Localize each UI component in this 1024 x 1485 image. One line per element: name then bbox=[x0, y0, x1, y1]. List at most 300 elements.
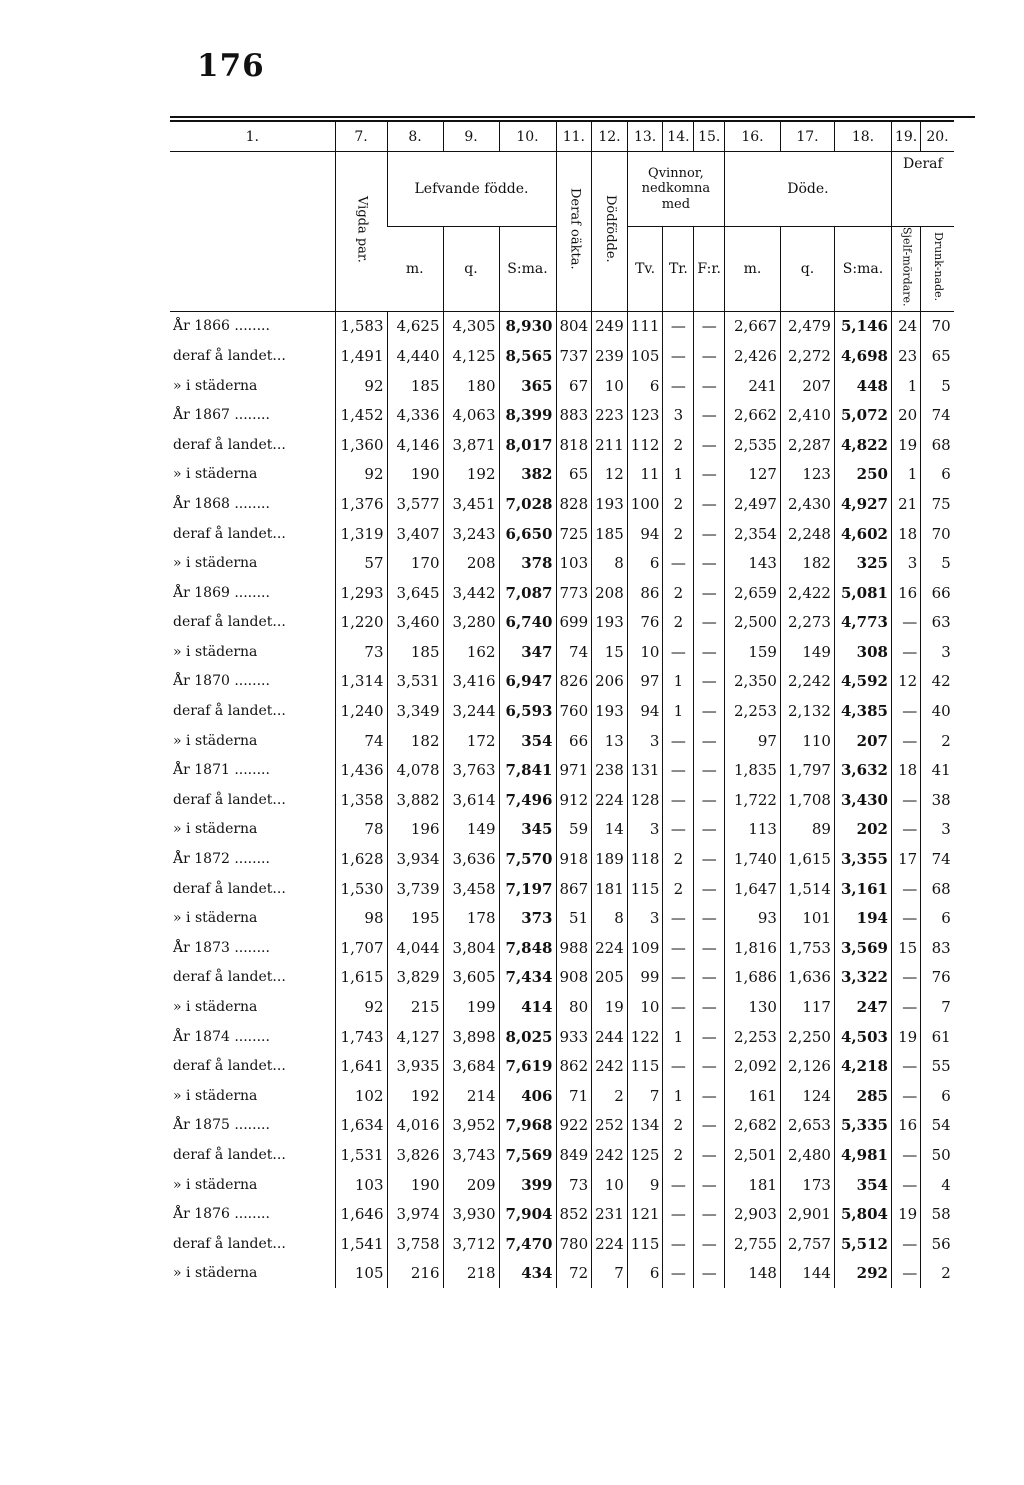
table-cell: 292 bbox=[834, 1259, 891, 1289]
table-cell: 1,797 bbox=[780, 755, 834, 785]
table-cell: 406 bbox=[499, 1081, 556, 1111]
table-cell: 4,385 bbox=[834, 696, 891, 726]
table-cell: 2,755 bbox=[724, 1229, 780, 1259]
table-cell: — bbox=[694, 963, 725, 993]
table-cell: 852 bbox=[556, 1199, 592, 1229]
table-cell: 115 bbox=[627, 1051, 663, 1081]
table-cell: 2,253 bbox=[724, 696, 780, 726]
table-cell: 7,841 bbox=[499, 755, 556, 785]
table-cell: 21 bbox=[891, 489, 920, 519]
table-row bbox=[170, 607, 954, 637]
table-cell: 2,662 bbox=[724, 400, 780, 430]
table-cell: 209 bbox=[443, 1170, 499, 1200]
table-cell: — bbox=[694, 400, 725, 430]
table-cell: 193 bbox=[592, 489, 628, 519]
table-cell: 162 bbox=[443, 637, 499, 667]
row-label: deraf å landet... bbox=[173, 791, 286, 808]
row-label: » i städerna bbox=[173, 732, 258, 749]
table-cell: 2,092 bbox=[724, 1051, 780, 1081]
table-cell: 2 bbox=[663, 844, 694, 874]
table-cell: 40 bbox=[921, 696, 954, 726]
table-cell: 7,570 bbox=[499, 844, 556, 874]
table-cell: 68 bbox=[921, 430, 954, 460]
table-cell: 1 bbox=[663, 696, 694, 726]
table-cell: 773 bbox=[556, 578, 592, 608]
table-cell: 2,501 bbox=[724, 1140, 780, 1170]
table-cell: 16 bbox=[891, 1111, 920, 1141]
table-cell: 131 bbox=[627, 755, 663, 785]
table-cell: 13 bbox=[592, 726, 628, 756]
table-cell: 118 bbox=[627, 844, 663, 874]
table-cell: 434 bbox=[499, 1259, 556, 1289]
table-cell: 2 bbox=[921, 726, 954, 756]
table-cell: — bbox=[663, 1259, 694, 1289]
table-cell: 149 bbox=[443, 815, 499, 845]
table-cell: 365 bbox=[499, 371, 556, 401]
table-cell: 99 bbox=[627, 963, 663, 993]
column-number: 17. bbox=[780, 121, 834, 152]
table-cell: 382 bbox=[499, 460, 556, 490]
table-cell: — bbox=[694, 992, 725, 1022]
table-cell: 1,835 bbox=[724, 755, 780, 785]
table-cell: 15 bbox=[592, 637, 628, 667]
table-cell: 3,569 bbox=[834, 933, 891, 963]
table-cell: 6,740 bbox=[499, 607, 556, 637]
table-row bbox=[170, 578, 954, 608]
table-cell: — bbox=[663, 548, 694, 578]
table-cell: — bbox=[694, 341, 725, 371]
table-cell: — bbox=[694, 755, 725, 785]
table-cell: — bbox=[694, 903, 725, 933]
table-cell: 6 bbox=[921, 460, 954, 490]
row-label: År 1866 ........ bbox=[173, 318, 270, 335]
table-cell: 7 bbox=[921, 992, 954, 1022]
table-cell: 2 bbox=[663, 874, 694, 904]
table-cell: — bbox=[694, 667, 725, 697]
table-cell: 242 bbox=[592, 1051, 628, 1081]
table-cell: 10 bbox=[592, 371, 628, 401]
table-cell: 826 bbox=[556, 667, 592, 697]
table-row bbox=[170, 341, 954, 371]
table-cell: 2,682 bbox=[724, 1111, 780, 1141]
table-cell: 2,350 bbox=[724, 667, 780, 697]
table-cell: 4,981 bbox=[834, 1140, 891, 1170]
table-cell: 345 bbox=[499, 815, 556, 845]
table-cell: 105 bbox=[627, 341, 663, 371]
table-cell: 181 bbox=[592, 874, 628, 904]
table-cell: — bbox=[663, 1229, 694, 1259]
table-cell: 8 bbox=[592, 903, 628, 933]
table-cell: 86 bbox=[627, 578, 663, 608]
table-cell: 9 bbox=[627, 1170, 663, 1200]
table-cell: 3 bbox=[921, 815, 954, 845]
table-cell: 14 bbox=[592, 815, 628, 845]
table-cell: 2 bbox=[663, 519, 694, 549]
table-cell: 73 bbox=[335, 637, 387, 667]
table-cell: 10 bbox=[592, 1170, 628, 1200]
table-cell: 1,531 bbox=[335, 1140, 387, 1170]
table-cell: 883 bbox=[556, 400, 592, 430]
table-cell: 214 bbox=[443, 1081, 499, 1111]
table-cell: — bbox=[694, 1081, 725, 1111]
table-cell: 4,305 bbox=[443, 311, 499, 341]
table-cell: 3,882 bbox=[387, 785, 443, 815]
table-cell: 215 bbox=[387, 992, 443, 1022]
table-cell: 24 bbox=[891, 311, 920, 341]
table-cell: 1,541 bbox=[335, 1229, 387, 1259]
table-cell: 4,602 bbox=[834, 519, 891, 549]
table-row bbox=[170, 963, 954, 993]
table-cell: 3,930 bbox=[443, 1199, 499, 1229]
column-number: 7. bbox=[335, 121, 387, 152]
table-cell: — bbox=[694, 1111, 725, 1141]
table-cell: 3,430 bbox=[834, 785, 891, 815]
table-cell: — bbox=[891, 785, 920, 815]
table-cell: 8,017 bbox=[499, 430, 556, 460]
table-cell: 1,220 bbox=[335, 607, 387, 637]
row-label: deraf å landet... bbox=[173, 1058, 286, 1075]
header-dode: Döde. bbox=[724, 152, 891, 227]
table-cell: 7,087 bbox=[499, 578, 556, 608]
header-deraf-oakta: Deraf oäkta. bbox=[556, 152, 592, 312]
table-cell: 67 bbox=[556, 371, 592, 401]
table-cell: 5,512 bbox=[834, 1229, 891, 1259]
table-cell: 103 bbox=[335, 1170, 387, 1200]
table-cell: 1,743 bbox=[335, 1022, 387, 1052]
table-row bbox=[170, 519, 954, 549]
row-label: År 1872 ........ bbox=[173, 851, 270, 868]
table-cell: 123 bbox=[627, 400, 663, 430]
table-cell: 1 bbox=[663, 1081, 694, 1111]
table-cell: 2,426 bbox=[724, 341, 780, 371]
table-cell: 2,422 bbox=[780, 578, 834, 608]
row-label: » i städerna bbox=[173, 910, 258, 927]
table-cell: 3,605 bbox=[443, 963, 499, 993]
table-row bbox=[170, 726, 954, 756]
table-cell: 2 bbox=[592, 1081, 628, 1111]
table-cell: 247 bbox=[834, 992, 891, 1022]
table-cell: 6 bbox=[627, 371, 663, 401]
table-cell: — bbox=[694, 726, 725, 756]
table-cell: 100 bbox=[627, 489, 663, 519]
table-cell: — bbox=[891, 607, 920, 637]
table-cell: 1,293 bbox=[335, 578, 387, 608]
table-cell: 202 bbox=[834, 815, 891, 845]
table-cell: 2,410 bbox=[780, 400, 834, 430]
table-cell: — bbox=[663, 785, 694, 815]
table-cell: 11 bbox=[627, 460, 663, 490]
table-cell: 4,218 bbox=[834, 1051, 891, 1081]
table-cell: 93 bbox=[724, 903, 780, 933]
table-cell: 285 bbox=[834, 1081, 891, 1111]
table-cell: 80 bbox=[556, 992, 592, 1022]
row-label: År 1867 ........ bbox=[173, 407, 270, 424]
table-cell: — bbox=[694, 1170, 725, 1200]
table-cell: 182 bbox=[387, 726, 443, 756]
table-cell: 122 bbox=[627, 1022, 663, 1052]
row-label: År 1875 ........ bbox=[173, 1117, 270, 1134]
table-row bbox=[170, 1111, 954, 1141]
table-cell: 97 bbox=[724, 726, 780, 756]
table-cell: 4,625 bbox=[387, 311, 443, 341]
table-cell: — bbox=[694, 371, 725, 401]
table-cell: 2,497 bbox=[724, 489, 780, 519]
table-cell: 178 bbox=[443, 903, 499, 933]
table-cell: 101 bbox=[780, 903, 834, 933]
table-cell: 3,614 bbox=[443, 785, 499, 815]
column-number: 18. bbox=[834, 121, 891, 152]
table-cell: 239 bbox=[592, 341, 628, 371]
column-number: 20. bbox=[921, 121, 954, 152]
table-cell: — bbox=[663, 933, 694, 963]
table-cell: 818 bbox=[556, 430, 592, 460]
table-cell: 207 bbox=[834, 726, 891, 756]
table-cell: 71 bbox=[556, 1081, 592, 1111]
table-cell: 2 bbox=[663, 1140, 694, 1170]
table-cell: 2,272 bbox=[780, 341, 834, 371]
table-cell: 1,646 bbox=[335, 1199, 387, 1229]
table-cell: 8,025 bbox=[499, 1022, 556, 1052]
table-cell: 218 bbox=[443, 1259, 499, 1289]
table-cell: 207 bbox=[780, 371, 834, 401]
table-cell: 192 bbox=[443, 460, 499, 490]
row-label: » i städerna bbox=[173, 1265, 258, 1282]
column-number-row bbox=[170, 121, 954, 152]
table-row bbox=[170, 637, 954, 667]
table-cell: 70 bbox=[921, 311, 954, 341]
table-cell: 1,686 bbox=[724, 963, 780, 993]
table-cell: 1,314 bbox=[335, 667, 387, 697]
table-cell: 3 bbox=[663, 400, 694, 430]
header-sma-2: S:ma. bbox=[834, 227, 891, 312]
table-cell: — bbox=[891, 903, 920, 933]
table-cell: 92 bbox=[335, 992, 387, 1022]
table-cell: — bbox=[694, 578, 725, 608]
table-cell: 3,416 bbox=[443, 667, 499, 697]
table-cell: — bbox=[694, 548, 725, 578]
table-cell: 862 bbox=[556, 1051, 592, 1081]
header-dodfodde: Dödfödde. bbox=[592, 152, 628, 312]
row-label: År 1873 ........ bbox=[173, 939, 270, 956]
table-cell: 325 bbox=[834, 548, 891, 578]
row-label: deraf å landet... bbox=[173, 1235, 286, 1252]
table-cell: — bbox=[694, 1051, 725, 1081]
table-cell: 192 bbox=[387, 1081, 443, 1111]
table-cell: 123 bbox=[780, 460, 834, 490]
table-cell: 7,569 bbox=[499, 1140, 556, 1170]
table-cell: 55 bbox=[921, 1051, 954, 1081]
table-cell: — bbox=[694, 430, 725, 460]
table-cell: 2,354 bbox=[724, 519, 780, 549]
table-cell: 94 bbox=[627, 519, 663, 549]
table-cell: 128 bbox=[627, 785, 663, 815]
table-cell: 196 bbox=[387, 815, 443, 845]
table-cell: 3,442 bbox=[443, 578, 499, 608]
table-cell: 50 bbox=[921, 1140, 954, 1170]
table-cell: 347 bbox=[499, 637, 556, 667]
table-cell: 6 bbox=[627, 548, 663, 578]
row-label: deraf å landet... bbox=[173, 969, 286, 986]
row-label: » i städerna bbox=[173, 377, 258, 394]
table-cell: 4,440 bbox=[387, 341, 443, 371]
table-cell: — bbox=[891, 1259, 920, 1289]
table-cell: — bbox=[891, 696, 920, 726]
table-cell: 4,698 bbox=[834, 341, 891, 371]
table-cell: — bbox=[694, 460, 725, 490]
table-cell: 1,615 bbox=[335, 963, 387, 993]
table-cell: 933 bbox=[556, 1022, 592, 1052]
row-label: » i städerna bbox=[173, 555, 258, 572]
table-cell: — bbox=[663, 311, 694, 341]
column-number: 13. bbox=[627, 121, 663, 152]
table-cell: — bbox=[891, 1229, 920, 1259]
header-fr: F:r. bbox=[694, 227, 725, 312]
table-cell: 2,287 bbox=[780, 430, 834, 460]
table-cell: 4,078 bbox=[387, 755, 443, 785]
table-cell: 4,503 bbox=[834, 1022, 891, 1052]
table-cell: 3,280 bbox=[443, 607, 499, 637]
table-row bbox=[170, 371, 954, 401]
table-cell: 208 bbox=[443, 548, 499, 578]
table-cell: 92 bbox=[335, 371, 387, 401]
page-number: 176 bbox=[197, 48, 265, 84]
table-cell: 20 bbox=[891, 400, 920, 430]
table-cell: 7 bbox=[627, 1081, 663, 1111]
table-cell: — bbox=[694, 607, 725, 637]
table-cell: 4 bbox=[921, 1170, 954, 1200]
table-cell: 112 bbox=[627, 430, 663, 460]
table-cell: 3 bbox=[627, 726, 663, 756]
table-cell: 1,514 bbox=[780, 874, 834, 904]
table-cell: 4,927 bbox=[834, 489, 891, 519]
table-cell: — bbox=[891, 1140, 920, 1170]
table-cell: 448 bbox=[834, 371, 891, 401]
table-cell: 2,253 bbox=[724, 1022, 780, 1052]
table-cell: 3,349 bbox=[387, 696, 443, 726]
table-cell: — bbox=[694, 1199, 725, 1229]
table-cell: 185 bbox=[592, 519, 628, 549]
table-cell: — bbox=[891, 992, 920, 1022]
table-cell: 399 bbox=[499, 1170, 556, 1200]
table-cell: 3,577 bbox=[387, 489, 443, 519]
table-cell: — bbox=[663, 371, 694, 401]
table-cell: 57 bbox=[335, 548, 387, 578]
table-cell: 74 bbox=[335, 726, 387, 756]
table-cell: 7,028 bbox=[499, 489, 556, 519]
table-cell: 249 bbox=[592, 311, 628, 341]
table-cell: 111 bbox=[627, 311, 663, 341]
header-q-1: q. bbox=[443, 227, 499, 312]
table-cell: 804 bbox=[556, 311, 592, 341]
table-cell: 244 bbox=[592, 1022, 628, 1052]
table-cell: 4,773 bbox=[834, 607, 891, 637]
table-cell: 224 bbox=[592, 933, 628, 963]
table-cell: 1,240 bbox=[335, 696, 387, 726]
row-label: » i städerna bbox=[173, 1087, 258, 1104]
table-cell: 109 bbox=[627, 933, 663, 963]
table-body bbox=[170, 311, 954, 1288]
table-cell: 3,804 bbox=[443, 933, 499, 963]
table-row bbox=[170, 992, 954, 1022]
table-cell: 2,659 bbox=[724, 578, 780, 608]
table-cell: 124 bbox=[780, 1081, 834, 1111]
table-cell: 18 bbox=[891, 519, 920, 549]
table-cell: 74 bbox=[556, 637, 592, 667]
table-row bbox=[170, 874, 954, 904]
row-label: deraf å landet... bbox=[173, 347, 286, 364]
table-cell: 3,898 bbox=[443, 1022, 499, 1052]
table-cell: 208 bbox=[592, 578, 628, 608]
row-label: » i städerna bbox=[173, 999, 258, 1015]
table-cell: 56 bbox=[921, 1229, 954, 1259]
table-cell: 185 bbox=[387, 637, 443, 667]
table-cell: — bbox=[891, 1081, 920, 1111]
table-cell: 4,063 bbox=[443, 400, 499, 430]
table-cell: 72 bbox=[556, 1259, 592, 1289]
table-cell: 7,904 bbox=[499, 1199, 556, 1229]
table-cell: 216 bbox=[387, 1259, 443, 1289]
table-cell: 2 bbox=[921, 1259, 954, 1289]
table-cell: 76 bbox=[627, 607, 663, 637]
table-cell: 12 bbox=[891, 667, 920, 697]
table-cell: 1,376 bbox=[335, 489, 387, 519]
header-drunknade: Drunk-nade. bbox=[921, 227, 954, 312]
table-cell: — bbox=[694, 933, 725, 963]
table-cell: 3,161 bbox=[834, 874, 891, 904]
table-cell: 10 bbox=[627, 637, 663, 667]
table-cell: 7,197 bbox=[499, 874, 556, 904]
table-cell: 2,248 bbox=[780, 519, 834, 549]
table-cell: 74 bbox=[921, 844, 954, 874]
table-cell: 1,628 bbox=[335, 844, 387, 874]
header-sjelfmordare: Sjelf-mördare. bbox=[891, 227, 920, 312]
table-cell: 8 bbox=[592, 548, 628, 578]
table-cell: 1 bbox=[663, 1022, 694, 1052]
row-label: deraf å landet... bbox=[173, 614, 286, 631]
table-cell: 190 bbox=[387, 460, 443, 490]
header-m-1: m. bbox=[387, 227, 443, 312]
table-row bbox=[170, 903, 954, 933]
table-cell: 867 bbox=[556, 874, 592, 904]
table-cell: — bbox=[891, 1051, 920, 1081]
table-cell: 1,530 bbox=[335, 874, 387, 904]
table-cell: — bbox=[663, 1051, 694, 1081]
table-cell: 3,871 bbox=[443, 430, 499, 460]
table-cell: 3,935 bbox=[387, 1051, 443, 1081]
table-cell: 1 bbox=[891, 460, 920, 490]
table-cell: 159 bbox=[724, 637, 780, 667]
table-cell: 7,496 bbox=[499, 785, 556, 815]
table-cell: — bbox=[663, 726, 694, 756]
row-label: År 1869 ........ bbox=[173, 584, 270, 601]
table-cell: 2,500 bbox=[724, 607, 780, 637]
table-cell: 2,901 bbox=[780, 1199, 834, 1229]
table-cell: 2,757 bbox=[780, 1229, 834, 1259]
table-cell: 3,645 bbox=[387, 578, 443, 608]
table-cell: 68 bbox=[921, 874, 954, 904]
table-row bbox=[170, 489, 954, 519]
header-deraf: Deraf bbox=[891, 152, 953, 227]
table-cell: 3,243 bbox=[443, 519, 499, 549]
table-cell: 185 bbox=[387, 371, 443, 401]
header-tv: Tv. bbox=[627, 227, 663, 312]
table-cell: — bbox=[694, 844, 725, 874]
table-cell: 2,273 bbox=[780, 607, 834, 637]
table-cell: 117 bbox=[780, 992, 834, 1022]
table-cell: 849 bbox=[556, 1140, 592, 1170]
table-cell: 19 bbox=[891, 430, 920, 460]
table-cell: — bbox=[694, 785, 725, 815]
